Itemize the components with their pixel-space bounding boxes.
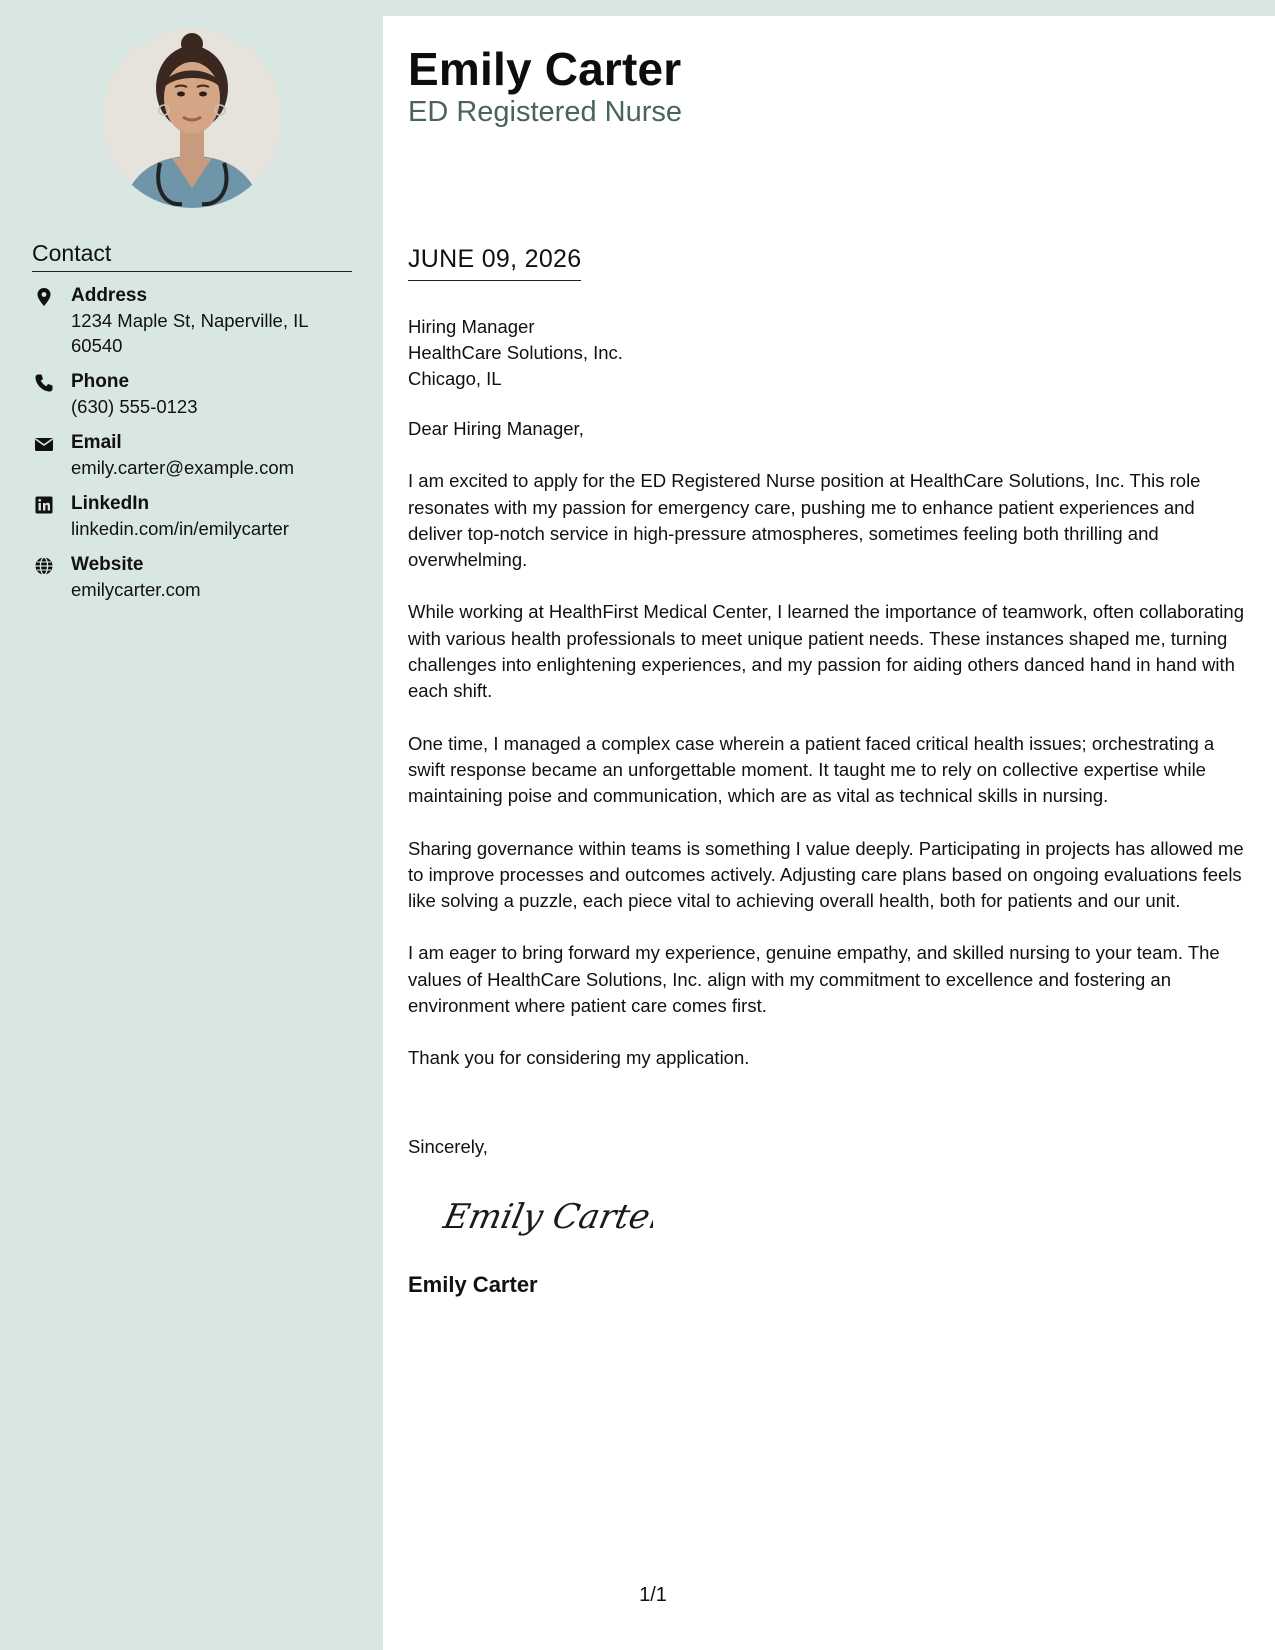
linkedin-icon xyxy=(34,495,54,515)
body-paragraph: Sharing governance within teams is something I value deeply. Participating in projects has allowed me to improve processes and outcomes actively. Adjusting care plans based on ongoing evaluations feels like solving a puzzle, each piece vital to achieving overall health, both for patients and our unit. xyxy=(408,837,1244,912)
website-value[interactable]: emilycarter.com xyxy=(71,579,201,600)
handwritten-signature xyxy=(433,1186,653,1251)
contact-item-email xyxy=(32,431,362,480)
phone-icon xyxy=(34,373,54,393)
job-title: ED Registered Nurse xyxy=(408,96,682,128)
body-paragraph: While working at HealthFirst Medical Center, I learned the importance of teamwork, often collaborating with various health professionals to meet unique patient needs. These instances shaped me, turning challenges into enlightening experiences, and my passion for aiding others danced hand in hand with each shift. xyxy=(408,601,1244,702)
body-paragraph: Thank you for considering my application. xyxy=(408,1047,750,1069)
contact-list xyxy=(32,284,362,614)
signature-text: Emily Carter xyxy=(440,1197,653,1237)
recipient-line: Hiring Manager xyxy=(408,316,535,337)
linkedin-value[interactable]: linkedin.com/in/emilycarter xyxy=(71,518,289,539)
signer-name: Emily Carter xyxy=(408,1272,538,1297)
contact-label: Website xyxy=(71,554,144,575)
recipient-line: Chicago, IL xyxy=(408,368,502,389)
closing: Sincerely, xyxy=(408,1136,488,1157)
body-paragraph: I am eager to bring forward my experience, genuine empathy, and skilled nursing to your team. The values of HealthCare Solutions, Inc. align with my commitment to excellence and fostering an environment where patient care comes first. xyxy=(408,942,1220,1017)
sidebar xyxy=(0,0,383,1650)
location-pin-icon xyxy=(34,287,54,307)
phone-value[interactable]: (630) 555-0123 xyxy=(71,396,198,417)
recipient-line: HealthCare Solutions, Inc. xyxy=(408,342,623,363)
applicant-name: Emily Carter xyxy=(408,43,682,95)
contact-label: Phone xyxy=(71,371,130,392)
address-value: 1234 Maple St, Naperville, IL 60540 xyxy=(71,310,308,356)
contact-item-address xyxy=(32,284,362,358)
contact-item-website xyxy=(32,553,362,602)
globe-icon xyxy=(34,556,54,576)
envelope-icon xyxy=(34,434,54,454)
svg-text:Emily Carter xyxy=(439,1197,653,1237)
page-number: 1/1 xyxy=(639,1584,667,1606)
letter-main xyxy=(383,16,1275,1650)
contact-label: Email xyxy=(71,432,122,453)
profile-photo xyxy=(102,28,282,208)
contact-heading: Contact xyxy=(32,240,352,272)
contact-item-phone xyxy=(32,370,362,419)
body-paragraph: One time, I managed a complex case wherein a patient faced critical health issues; orchestrating a swift response became an unforgettable moment. It taught me to rely on collective expertise while maintaining poise and communication, which are as vital as technical skills in nursing. xyxy=(408,732,1215,807)
salutation: Dear Hiring Manager, xyxy=(408,418,584,439)
contact-item-linkedin xyxy=(32,492,362,541)
contact-label: LinkedIn xyxy=(71,493,150,514)
recipient-block xyxy=(408,314,623,392)
letter-date: JUNE 09, 2026 xyxy=(408,245,581,281)
email-value[interactable]: emily.carter@example.com xyxy=(71,457,295,478)
body-paragraph: I am excited to apply for the ED Registered Nurse position at HealthCare Solutions, Inc. This role resonates with my passion for emergency care, pushing me to enhance patient experiences and deliver top-notch service in high-pressure atmospheres, sometimes feeling both thrilling and overwhelming. xyxy=(408,470,1201,571)
contact-label: Address xyxy=(71,285,148,306)
letter-body xyxy=(408,416,1248,1098)
